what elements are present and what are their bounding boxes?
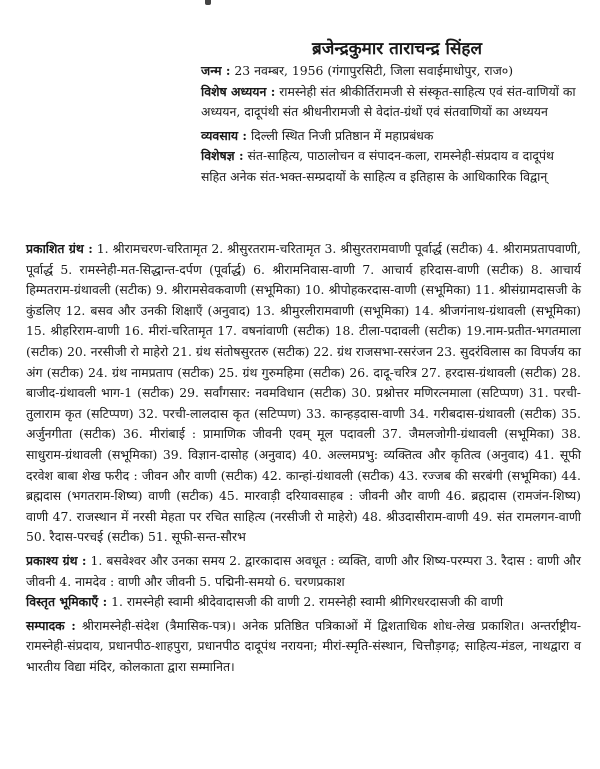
works-section	[26, 239, 581, 677]
introductions-text: 1. रामस्नेही स्वामी श्रीदेवादासजी की वाणी 2. रामस्नेही स्वामी श्रीगिरधरदासजी की वाणी	[111, 594, 504, 610]
birth-paragraph	[201, 61, 583, 82]
editor-note	[26, 616, 581, 678]
author-bio	[201, 38, 583, 187]
study-text: रामस्नेही संत श्रीकीर्तिरामजी से संस्कृत-साहित्य एवं संत-वाणियों का अध्ययन, दादूपंथी संत श्रीधनीरामजी से वेदांत-ग्रंथों एवं संतवाणियों का अध्ययन	[201, 83, 576, 119]
editor-label: सम्पादक :	[26, 617, 76, 633]
birth-text: 23 नवम्बर, 1956 (गंगापुरसिटी, जिला सवाईमाधोपुर, राज०)	[234, 63, 514, 78]
birth-label: जन्म :	[201, 63, 231, 78]
published-text: 1. श्रीरामचरण-चरितामृत 2. श्रीसुरतराम-चरितामृत 3. श्रीसुरतरामवाणी पूर्वार्द्ध (सटीक) 4. श्रीरामप्रतापवाणी, पूर्वार्द्ध 5. रामस्नेही-मत-सिद्धान्त-दर्पण (पूर्वार्द्ध) 6. श्रीरामनिवास-वाणी 7. आचार्य हरिदास-वाणी (सटीक) 8. आचार्य हिम्मतराम-ग्रंथावली (सटीक) 9. श्रीरामसेवकवाणी (सभूमिका) 10. श्रीपोहकरदास-वाणी (सभूमिका) 11. श्रीसंग्रामदासजी के कुंडलिए 12. बसव और उनकी शिक्षाएँ (अनुवाद) 13. श्रीमुरलीरामवाणी (सभूमिका) 14. श्रीजगंनाथ-ग्रंथावली (सभूमिका) 15. श्रीहरिराम-वाणी 16. मीरां-चरितामृत 17. वषनांवाणी (सटीक) 18. टीला-पदावली (सटीक) 19.नाम-प्रतीत-भगतमाला (सटीक) 20. नरसीजी रो माहेरो 21. ग्रंथ संतोषसुरतरु (सटीक) 22. ग्रंथ राजसभा-रसरंजन 23. सुदरंविलास का विपर्जय का अंग (सटीक) 24. ग्रंथ नामप्रताप (सटीक) 25. ग्रंथ गुरुमहिमा (सटीक) 26. दादू-चरित्र 27. हरदास-ग्रंथावली (सटीक) 28. बाजीद-ग्रंथावली भाग-1 (सटीक) 29. सर्वांगसार: नवमविधान (सटीक) 30. प्रश्नोत्तर मणिरत्नमाला (सटिप्पण) 31. परची-तुलाराम कृत (सटिप्पण) 32. परची-लालदास कृत (सटिप्पण) 33. कान्हड़दास-वाणी 34. गरीबदास-ग्रंथावली (सटीक) 35. अर्जुनगीता (सटीक) 36. मीरांबाई : प्रामाणिक जीवनी एवम् मूल पदावली 37. जैमलजोगी-ग्रंथावली (सभूमिका) 38. साधुराम-ग्रंथावली (सभूमिका) 39. विज्ञान-दासोह (अनुवाद) 40. अल्लमप्रभु: व्यक्तित्व और कृतित्व (अनुवाद) 41. सूफी दरवेश बाबा शेख फरीद : जीवन और वाणी (सटीक) 42. कान्हां-ग्रंथावली (सटीक) 43. रज्जब की सरबंगी (सभूमिका) 44. ब्रह्मदास (भगतराम-शिष्य) वाणी (सटीक) 45. मारवाड़ी दरियावसाहब : जीवनी और वाणी 46. ब्रह्मदास (रामजंन-शिष्य) वाणी 47. राजस्थान में नरसी मेहता पर रचित साहित्य (नरसीजी रो माहेरो) 48. श्रीउदासीराम-वाणी 49. संत रामलगन-वाणी 50. रैदास-परचई (सटीक) 51. सूफी-सन्त-सौरभ	[26, 241, 581, 545]
expertise-label: विशेषज्ञ :	[201, 148, 244, 163]
expertise-paragraph	[201, 146, 583, 187]
profession-text: दिल्ली स्थित निजी प्रतिष्ठान में महाप्रबंधक	[250, 127, 434, 143]
study-paragraph	[201, 82, 583, 123]
page-edge-mark	[205, 0, 211, 5]
editor-text: श्रीरामस्नेही-संदेश (त्रैमासिक-पत्र)। अनेक प्रतिष्ठित पत्रिकाओं में द्विशताधिक शोध-लेख प्रकाशित। अन्तर्राष्ट्रीय-रामस्नेही-संप्रदाय, प्रधानपीठ-शाहपुरा, प्रधानपीठ दादूपंथ नरायना; मीरां-स्मृति-संस्थान, चित्तौड़गढ़; साहित्य-मंडल, नाथद्वारा व भारतीय विद्या मंदिर, कोलकाता द्वारा सम्मानित।	[26, 617, 582, 674]
profession-label: व्यवसाय :	[201, 127, 247, 143]
published-label: प्रकाशित ग्रंथ :	[26, 241, 93, 256]
author-name: ब्रजेन्द्रकुमार ताराचन्द्र सिंहल	[312, 39, 482, 59]
profession-paragraph	[201, 126, 583, 147]
forthcoming-text: 1. बसवेश्वर और उनका समय 2. द्वारकादास अवधूत : व्यक्ति, वाणी और शिष्य-परम्परा 3. रैदास : वाणी और जीवनी 4. नामदेव : वाणी और जीवनी 5. पद्मिनी-समयो 6. चरणप्रकाश	[26, 552, 581, 589]
study-label: विशेष अध्ययन :	[201, 83, 276, 99]
forthcoming-works	[26, 551, 581, 592]
introductions	[26, 592, 581, 613]
published-works	[26, 239, 581, 548]
forthcoming-label: प्रकाश्य ग्रंथ :	[26, 552, 87, 568]
introductions-label: विस्तृत भूमिकाएँ :	[26, 594, 108, 610]
expertise-text: संत-साहित्य, पाठालोचन व संपादन-कला, रामस्नेही-संप्रदाय व दादूपंथ सहित अनेक संत-भक्त-सम्प्रदायों के साहित्य व इतिहास के आधिकारिक विद्वान्	[201, 148, 554, 184]
